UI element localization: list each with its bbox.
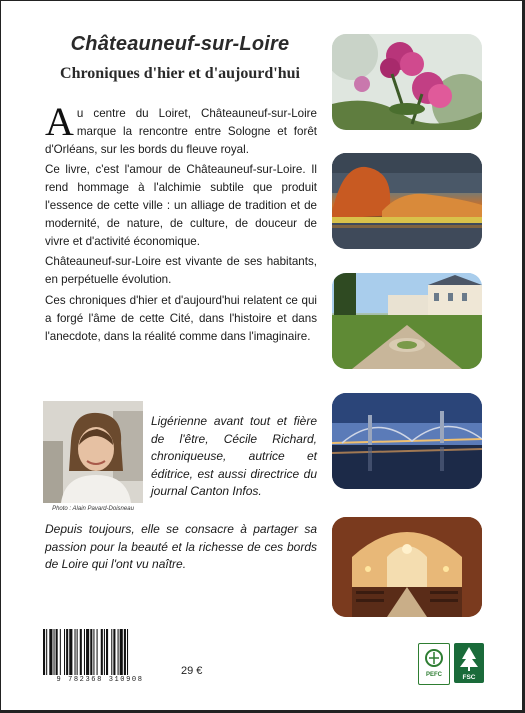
barcode-bar bbox=[104, 629, 105, 675]
barcode-bar bbox=[60, 629, 61, 675]
author-photo bbox=[43, 401, 143, 503]
barcode-bar bbox=[84, 629, 85, 675]
barcode-bar bbox=[86, 629, 89, 675]
barcode-bar bbox=[80, 629, 82, 675]
barcode-bar bbox=[124, 629, 126, 675]
barcode-bar bbox=[113, 629, 115, 675]
isbn-barcode bbox=[41, 629, 159, 685]
photo-autumn-riverbank bbox=[332, 153, 482, 249]
fsc-label: FSC bbox=[462, 674, 476, 681]
pefc-logo bbox=[418, 643, 450, 685]
dropcap: A bbox=[45, 99, 74, 144]
photo-credit: Photo : Alain Pavard-Doisneau bbox=[52, 506, 134, 512]
blurb-paragraph-3: Châteauneuf-sur-Loire est vivante de ses habitants, en perpétuelle évolution. bbox=[45, 255, 317, 287]
barcode-bar bbox=[69, 629, 72, 675]
author-bio-continued: Depuis toujours, elle se consacre à partager sa passion pour la beauté et la richesse de ces bords de Loire qui l'ont vu naître. bbox=[45, 522, 317, 572]
blurb-paragraph-4: Ces chroniques d'hier et d'aujourd'hui relatent ce qui a forgé l'âme de cette Cité, dans l'histoire et dans l'anecdote, dans la réalité comme dans l'imaginaire. bbox=[45, 293, 317, 343]
barcode-bar bbox=[106, 629, 108, 675]
barcode-bar bbox=[43, 629, 45, 675]
barcode-bar bbox=[64, 629, 65, 675]
barcode-bar bbox=[54, 629, 55, 675]
barcode-bar bbox=[90, 629, 92, 675]
barcode-bar bbox=[101, 629, 103, 675]
barcode-bar bbox=[111, 629, 112, 675]
barcode-bars bbox=[41, 629, 159, 675]
barcode-bar bbox=[75, 629, 76, 675]
pefc-label: PEFC bbox=[425, 672, 443, 678]
blurb-paragraph-1-text: u centre du Loiret, Châteauneuf-sur-Loire marque la rencontre entre Sologne et forêt d'Orléans, sur les bords du fleuve royal. bbox=[45, 107, 317, 156]
barcode-bar bbox=[93, 629, 94, 675]
barcode-bar bbox=[118, 629, 119, 675]
blurb-paragraph-1 bbox=[45, 99, 317, 158]
barcode-bar bbox=[120, 629, 123, 675]
blurb bbox=[45, 99, 317, 348]
barcode-bar bbox=[56, 629, 58, 675]
author-bio: Ligérienne avant tout et fière de l'être, Cécile Richard, chroniqueuse, autrice et éditrice, est aussi directrice du journal Canton Infos. bbox=[151, 414, 317, 499]
barcode-bar bbox=[46, 629, 47, 675]
photo-chapel-interior bbox=[332, 517, 482, 617]
barcode-bar bbox=[49, 629, 52, 675]
barcode-bar bbox=[127, 629, 128, 675]
barcode-bar bbox=[66, 629, 68, 675]
barcode-bar bbox=[97, 629, 98, 675]
photo-chateau-gardens bbox=[332, 273, 482, 369]
book-title: Châteauneuf-sur-Loire bbox=[70, 33, 290, 55]
price: 29 € bbox=[181, 665, 203, 677]
photo-rhododendron bbox=[332, 34, 482, 130]
photo-bridge-at-night bbox=[332, 393, 482, 489]
fsc-logo bbox=[454, 643, 484, 683]
blurb-paragraph-2: Ce livre, c'est l'amour de Châteauneuf-sur-Loire. Il rend hommage à l'alchimie subtile que produit l'essence de cette ville : un alliage de tradition et de modernité, de nature, de culture, de douceur de vivre et d'activité économique. bbox=[45, 163, 317, 248]
book-subtitle: Chroniques d'hier et d'aujourd'hui bbox=[60, 65, 300, 82]
isbn-number: 9 782368 310908 bbox=[56, 676, 144, 684]
barcode-bar bbox=[77, 629, 78, 675]
